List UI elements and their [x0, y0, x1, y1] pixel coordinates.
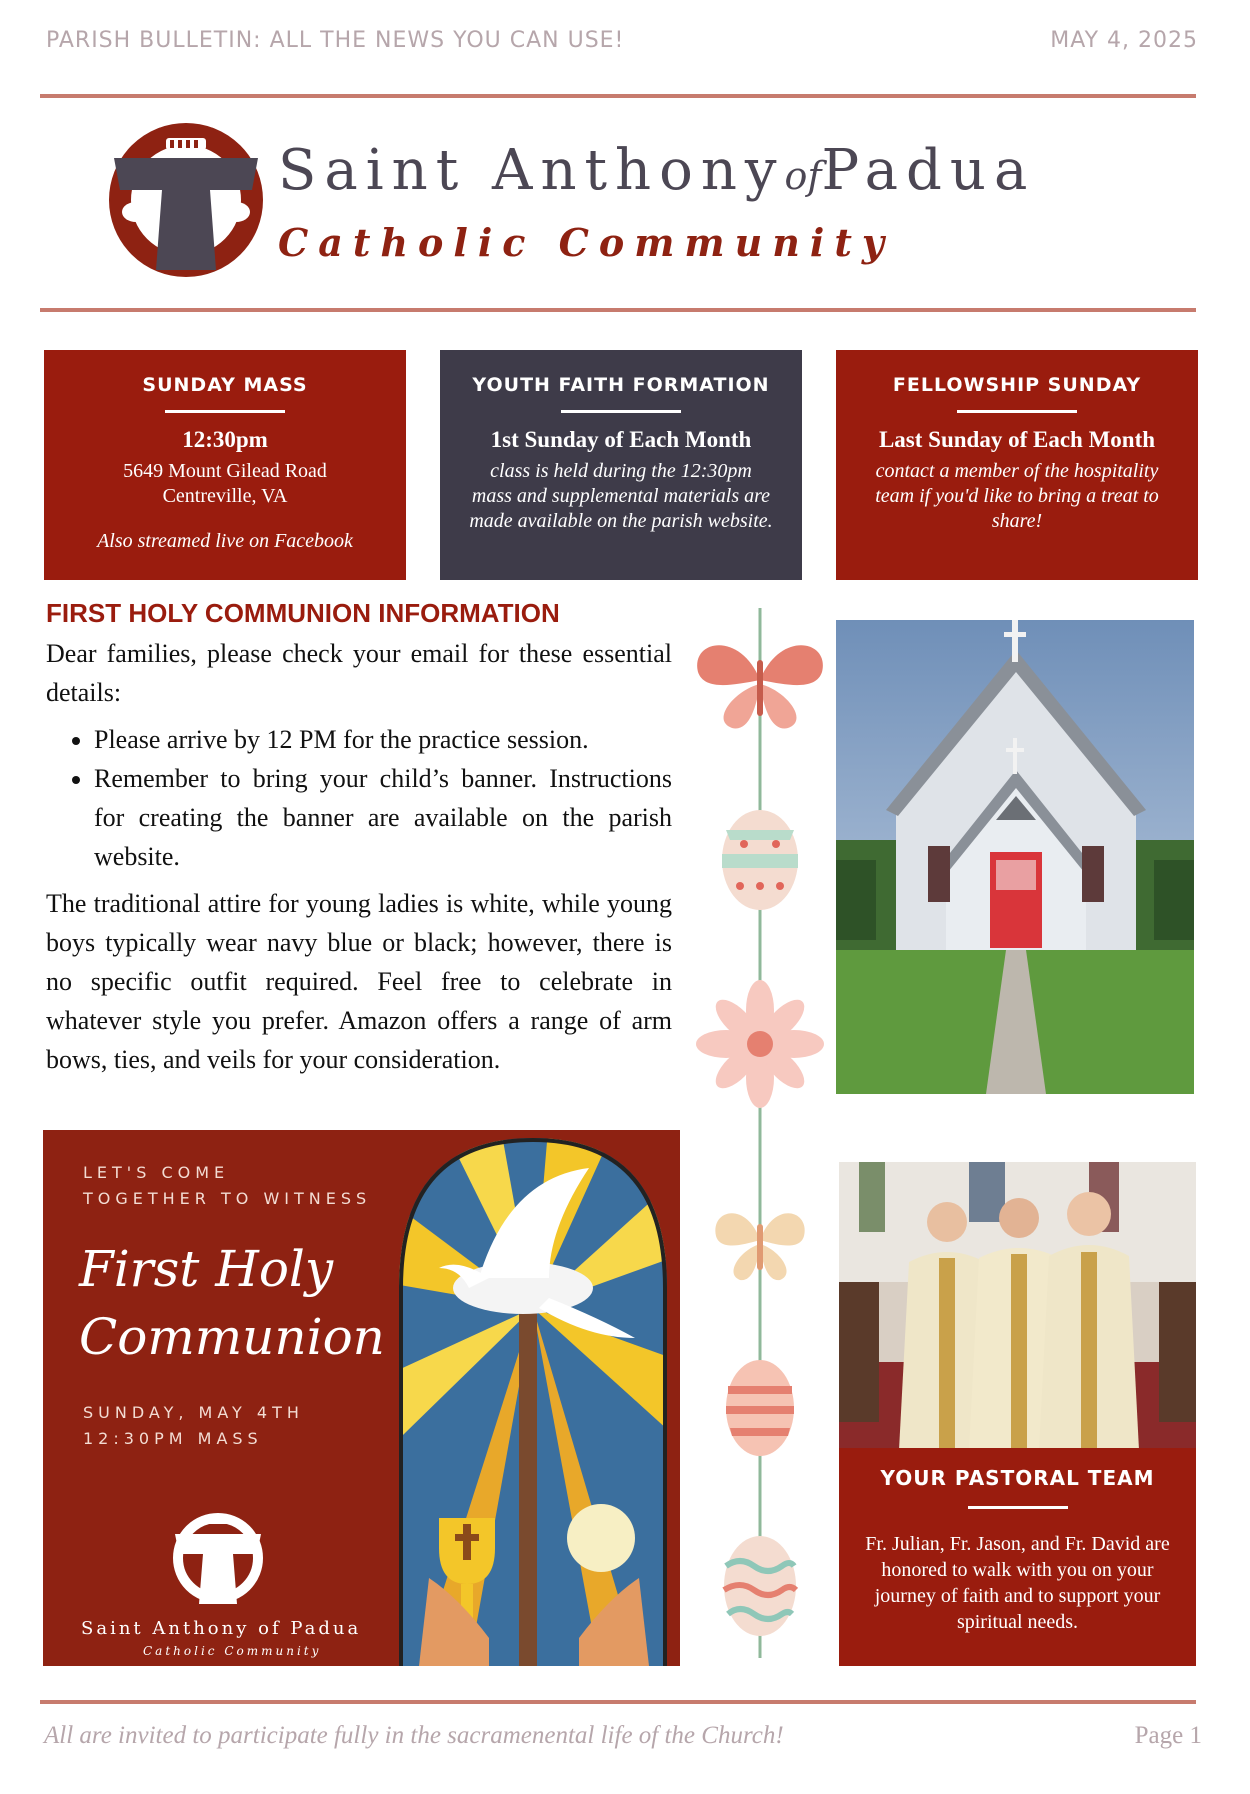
bulletin-date: MAY 4, 2025 — [1050, 28, 1198, 53]
mass-address-street: 5649 Mount Gilead Road — [123, 460, 327, 482]
promo-date: SUNDAY, MAY 4TH — [83, 1403, 304, 1422]
logo-divider — [40, 308, 1196, 312]
communion-promo — [43, 1130, 680, 1666]
box-divider — [165, 410, 285, 413]
youth-formation-note: class is held during the 12:30pm mass and supplemental materials are made available on the parish website. — [469, 460, 773, 532]
communion-bullets — [94, 720, 672, 876]
flower-icon — [696, 980, 824, 1108]
footer-tagline: All are invited to participate fully in the sacramenental life of the Church! — [44, 1722, 784, 1749]
easter-egg-icon — [722, 810, 798, 910]
mass-address-city: Centreville, VA — [162, 485, 288, 507]
sunday-mass-time: 12:30pm — [182, 427, 268, 452]
pastoral-team-photo — [839, 1162, 1196, 1450]
tau-cross-icon — [106, 120, 266, 280]
page-number: Page 1 — [1134, 1722, 1202, 1749]
promo-logo-sub: Catholic Community — [143, 1644, 322, 1658]
parish-name-end: Padua — [821, 138, 1036, 203]
easter-garland — [690, 608, 830, 1658]
youth-formation-title: YOUTH FAITH FORMATION — [472, 374, 770, 396]
list-item: • Remember to bring your child’s banner. Instructions for creating the banner are available on the parish website. — [94, 759, 672, 876]
parish-subtitle: Catholic Community — [278, 220, 894, 265]
garland-icon — [690, 608, 830, 1658]
communion-attire: The traditional attire for young ladies is white, while young boys typically wear navy blue or black; however, there is no specific outfit required. Feel free to celebrate in whatever style you prefer. Amazon offers a range of arm bows, ties, and veils for your consideration. — [46, 889, 672, 1074]
youth-formation-schedule: 1st Sunday of Each Month — [490, 427, 752, 452]
promo-script2: Communion — [79, 1308, 385, 1366]
header-divider — [40, 94, 1196, 98]
sunday-mass-title: SUNDAY MASS — [142, 374, 308, 396]
pastoral-team-image — [839, 1162, 1196, 1450]
communion-section-title: FIRST HOLY COMMUNION INFORMATION — [46, 598, 560, 628]
box-divider — [957, 410, 1077, 413]
pastoral-team-title: YOUR PASTORAL TEAM — [880, 1466, 1155, 1490]
pastoral-team-text: Fr. Julian, Fr. Jason, and Fr. David are honored to walk with you on your journey of faith and to support your spiritual needs. — [865, 1533, 1170, 1633]
promo-script1: First Holy — [79, 1240, 334, 1298]
parish-logo — [106, 120, 266, 280]
box-divider — [968, 1506, 1068, 1509]
promo-line1: LET'S COME — [83, 1163, 230, 1182]
fellowship-schedule: Last Sunday of Each Month — [878, 427, 1156, 452]
parish-name-of: of — [784, 154, 822, 198]
youth-formation-box — [440, 350, 802, 580]
footer-divider — [40, 1700, 1196, 1704]
pastoral-team-box — [839, 1448, 1196, 1666]
bulletin-title: PARISH BULLETIN: ALL THE NEWS YOU CAN USE! — [46, 28, 625, 53]
easter-egg-icon — [726, 1360, 794, 1456]
church-image — [836, 620, 1194, 1094]
promo-time: 12:30PM MASS — [83, 1429, 263, 1448]
communion-intro: Dear families, please check your email for these essential details: — [46, 639, 672, 707]
church-photo — [836, 620, 1194, 1094]
promo-logo — [163, 1508, 273, 1608]
fellowship-title: FELLOWSHIP SUNDAY — [892, 374, 1142, 396]
sunday-mass-box — [44, 350, 406, 580]
parish-name — [278, 138, 1035, 203]
list-item: • Please arrive by 12 PM for the practice session. — [94, 720, 672, 759]
promo-logo-name: Saint Anthony of Padua — [81, 1618, 362, 1639]
easter-egg-icon — [724, 1536, 796, 1636]
fellowship-box — [836, 350, 1198, 580]
parish-name-main: Saint Anthony — [278, 138, 785, 203]
tau-cross-icon — [163, 1508, 273, 1608]
stained-glass-window — [399, 1138, 667, 1666]
box-divider — [561, 410, 681, 413]
stained-glass-image — [399, 1138, 667, 1666]
mass-stream-note: Also streamed live on Facebook — [97, 530, 353, 552]
fellowship-note: contact a member of the hospitality team if you'd like to bring a treat to share! — [875, 460, 1159, 532]
promo-line2: TOGETHER TO WITNESS — [83, 1189, 372, 1208]
communion-body — [46, 634, 672, 1079]
